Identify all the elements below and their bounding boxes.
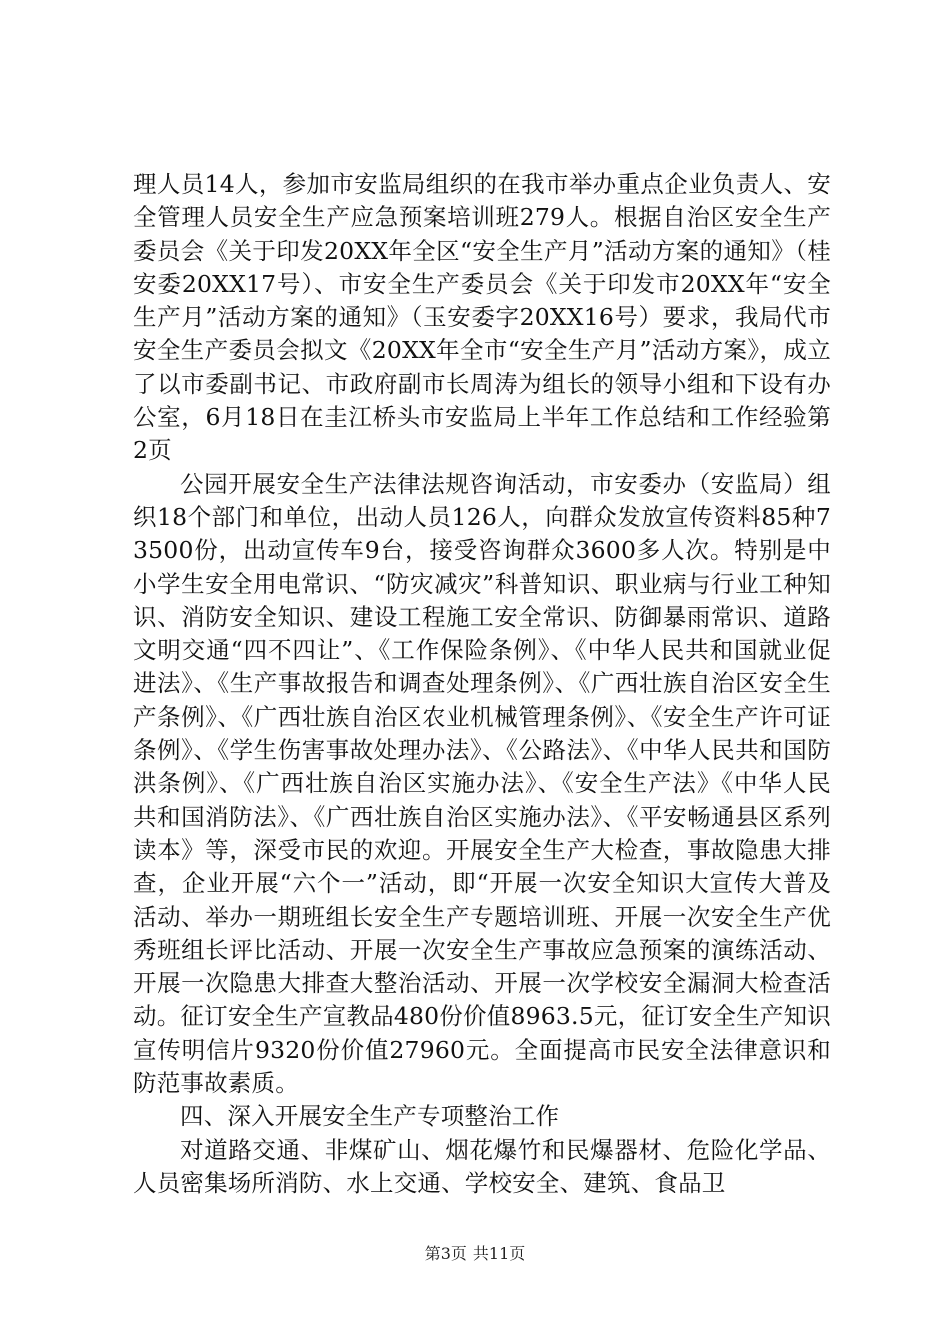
page-number: 第3页 [424,1244,467,1263]
paragraph-special-rectification: 对道路交通、非煤矿山、烟花爆竹和民爆器材、危险化学品、人员密集场所消防、水上交通、学校安全、建筑、食品卫 [133,1135,831,1197]
document-body [133,168,831,1200]
page-footer [0,1244,950,1264]
paragraph-publicity-activities: 公园开展安全生产法律法规咨询活动，市安委办（安监局）组织18个部门和单位，出动人员126人，向群众发放宣传资料85种73500份，出动宣传车9台，接受咨询群众3600多人次。特别是中小学生安全用电常识、“防灾减灾”科普知识、职业病与行业工种知识、消防安全知识、建设工程施工安全常识、防御暴雨常识、道路文明交通“四不四让”、《工作保险条例》、《中华人民共和国就业促进法》、《生产事故报告和调查处理条例》、《广西壮族自治区安全生产条例》、《广西壮族自治区农业机械管理条例》、《安全生产许可证条例》、《学生伤害事故处理办法》、《公路法》、《中华人民共和国防洪条例》、《广西壮族自治区实施办法》、《安全生产法》《中华人民共和国消防法》、《广西壮族自治区实施办法》、《平安畅通县区系列读本》等，深受市民的欢迎。开展安全生产大检查，事故隐患大排查，企业开展“六个一”活动，即“开展一次安全知识大宣传大普及活动、举办一期班组长安全生产专题培训班、开展一次安全生产优秀班组长评比活动、开展一次安全生产事故应急预案的演练活动、开展一次隐患大排查大整治活动、开展一次学校安全漏洞大检查活动。征订安全生产宣教品480份价值8963.5元，征订安全生产知识宣传明信片9320份价值27960元。全面提高市民安全法律意识和防范事故素质。 [133,469,831,1098]
paragraph-continuation: 理人员14人，参加市安监局组织的在我市举办重点企业负责人、安全管理人员安全生产应急预案培训班279人。根据自治区安全生产委员会《关于印发20XX年全区“安全生产月”活动方案的通知》（桂安委20XX17号）、市安全生产委员会《关于印发市20XX年“安全生产月”活动方案的通知》（玉安委字20XX16号）要求，我局代市安全生产委员会拟文《20XX年全市“安全生产月”活动方案》，成立了以市委副书记、市政府副市长周涛为组长的领导小组和下设有办公室，6月18日在圭江桥头市安监局上半年工作总结和工作经验第2页 [133,170,831,465]
page-total: 共11页 [472,1244,526,1263]
section-heading-special-rectification: 四、深入开展安全生产专项整治工作 [180,1102,560,1131]
